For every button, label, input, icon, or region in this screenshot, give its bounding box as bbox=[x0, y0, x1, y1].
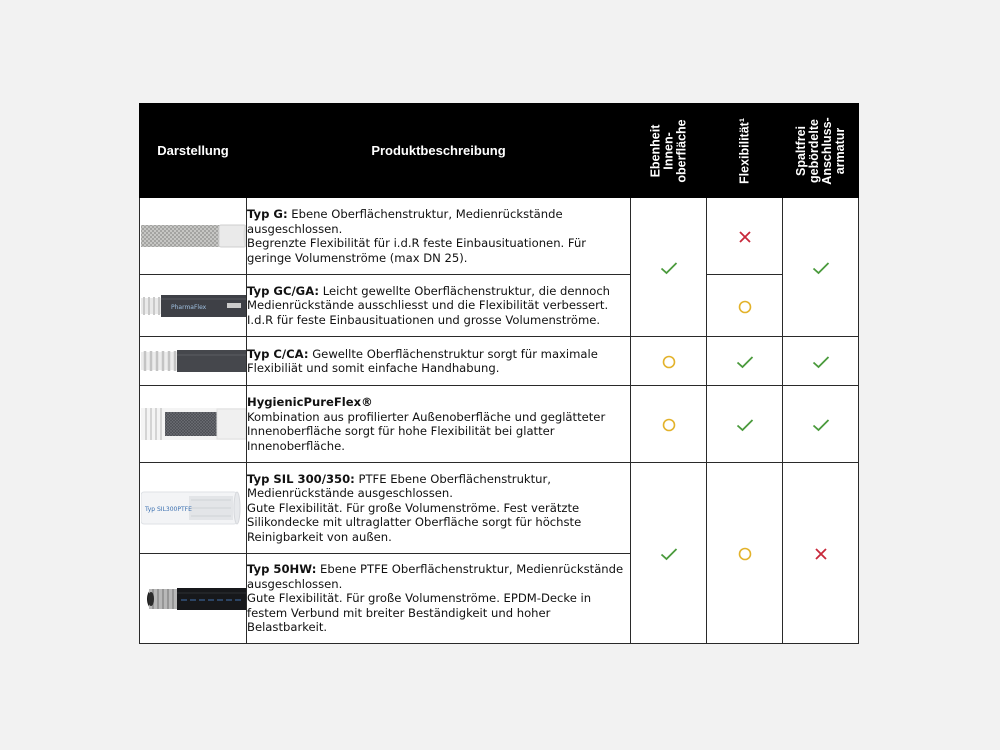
svg-text:Typ SIL300PTFE: Typ SIL300PTFE bbox=[144, 506, 192, 513]
row-desc-typ-g: Typ G: Ebene Oberflächenstruktur, Medienrückstände ausgeschlossen. Begrenzte Flexibilität für i.d.R feste Einbausituationen. Für geringe Volumenströme (max DN 25). bbox=[247, 198, 631, 275]
circle-icon bbox=[707, 275, 783, 337]
header-flexibilitaet: Flexibilität¹ bbox=[707, 104, 783, 198]
hose-image-typ-50hw bbox=[140, 554, 247, 644]
header-spaltfrei: Spaltfrei gebördelte Anschluss- armatur bbox=[783, 104, 859, 198]
hose-image-typ-g bbox=[140, 198, 247, 275]
circle-icon bbox=[631, 337, 707, 386]
check-icon bbox=[631, 198, 707, 337]
header-ebenheit: Ebenheit Innen- oberfläche bbox=[631, 104, 707, 198]
check-icon bbox=[783, 337, 859, 386]
header-darstellung: Darstellung bbox=[140, 104, 247, 198]
check-icon bbox=[707, 337, 783, 386]
hose-image-typ-sil bbox=[140, 463, 247, 554]
table-row bbox=[140, 337, 859, 386]
header-produktbeschreibung: Produktbeschreibung bbox=[247, 104, 631, 198]
product-comparison-table bbox=[139, 103, 859, 644]
table-row bbox=[140, 386, 859, 463]
check-icon bbox=[631, 463, 707, 644]
row-desc-typ-c: Typ C/CA: Gewellte Oberflächenstruktur sorgt für maximale Flexibiliät und somit einfache Handhabung. bbox=[247, 337, 631, 386]
row-desc-hygienicpureflex: HygienicPureFlex® Kombination aus profilierter Außenoberfläche und geglätteter Innenoberfläche sorgt für hohe Flexibilität bei glatter Innenoberfläche. bbox=[247, 386, 631, 463]
hose-image-hygienicpureflex bbox=[140, 386, 247, 463]
row-desc-typ-gc: Typ GC/GA: Leicht gewellte Oberflächenstruktur, die dennoch Medienrückstände ausschliesst und die Flexibilität verbessert. I.d.R für feste Einbausituationen und grosse Volumenströme. bbox=[247, 275, 631, 337]
hose-image-typ-gc bbox=[140, 275, 247, 337]
row-desc-typ-sil: Typ SIL 300/350: PTFE Ebene Oberflächenstruktur, Medienrückstände ausgeschlossen. Gute Flexibilität. Für große Volumenströme. Fest verätzte Silikondecke mit ultraglatter Oberfläche sorgt für höchste Reinigbarkeit von außen. bbox=[247, 463, 631, 554]
table-row bbox=[140, 463, 859, 554]
circle-icon bbox=[707, 463, 783, 644]
cross-icon bbox=[783, 463, 859, 644]
row-desc-typ-50hw: Typ 50HW: Ebene PTFE Oberflächenstruktur, Medienrückstände ausgeschlossen. Gute Flexibilität. Für große Volumenströme. EPDM-Decke in festem Verbund mit breiter Beständigkeit und hoher Belastbarkeit. bbox=[247, 554, 631, 644]
check-icon bbox=[783, 386, 859, 463]
hose-image-typ-c bbox=[140, 337, 247, 386]
cross-icon bbox=[707, 198, 783, 275]
check-icon bbox=[707, 386, 783, 463]
table-row bbox=[140, 275, 859, 337]
svg-text:PharmaFlex: PharmaFlex bbox=[170, 303, 206, 311]
circle-icon bbox=[631, 386, 707, 463]
table-row bbox=[140, 198, 859, 275]
check-icon bbox=[783, 198, 859, 337]
